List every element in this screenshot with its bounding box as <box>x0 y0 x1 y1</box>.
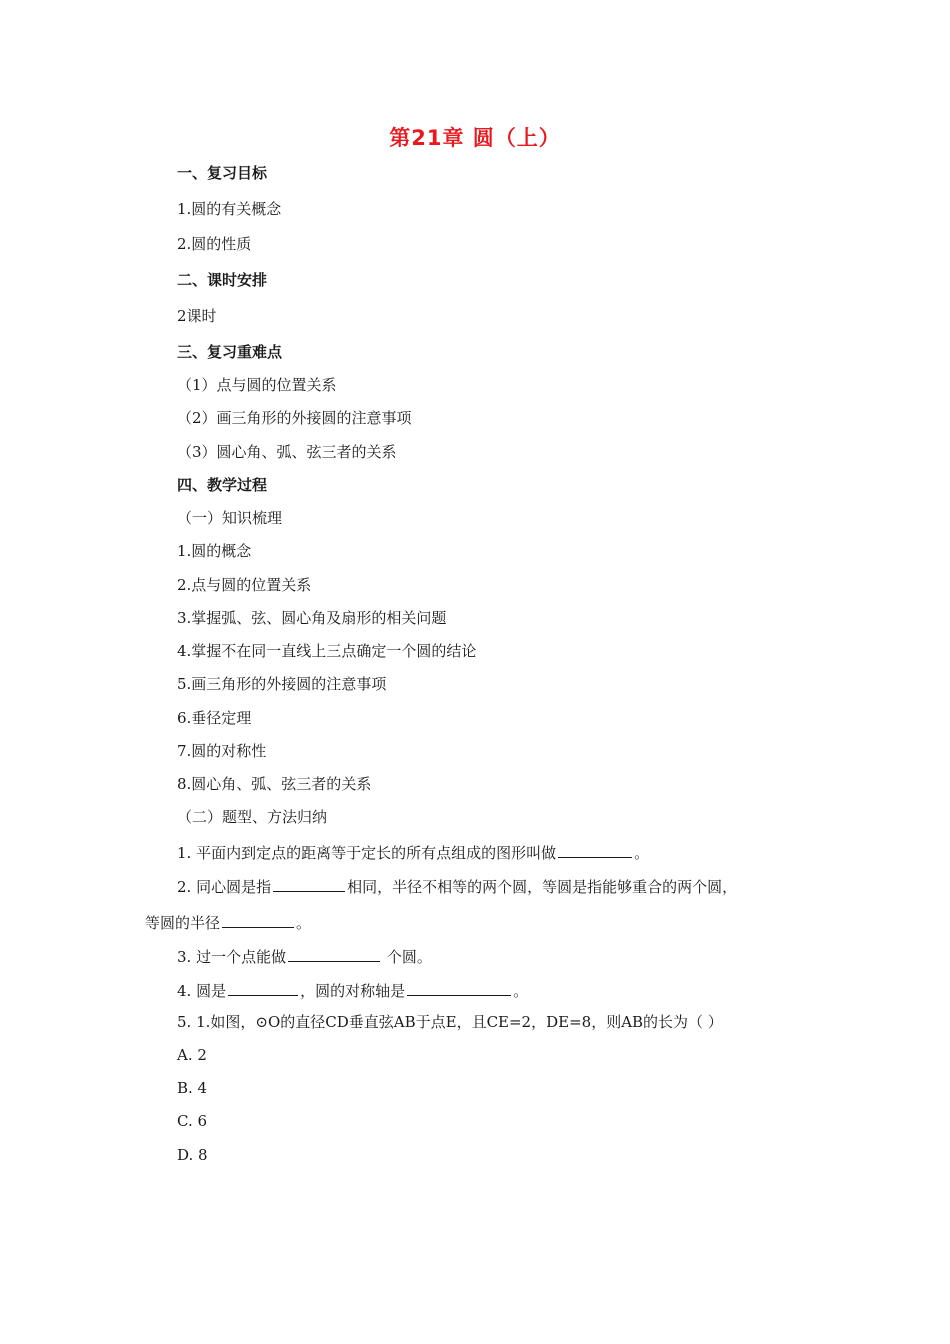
subsection-heading-knowledge: （一）知识梳理 <box>177 509 283 527</box>
question-5: 5. 1.如图，⊙O的直径CD垂直弦AB于点E，且CE=2，DE=8，则AB的长为（ ） <box>177 1013 723 1031</box>
answer-blank <box>288 945 380 962</box>
question-4-text-2: ，圆的对称轴是 <box>300 982 406 1000</box>
key-point-2: （2）画三角形的外接圆的注意事项 <box>177 409 412 427</box>
option-c: C. 6 <box>177 1112 208 1130</box>
option-a: A. 2 <box>177 1046 207 1064</box>
answer-blank <box>558 841 632 858</box>
goal-item-1: 1.圆的有关概念 <box>177 200 282 218</box>
question-2-text: 2. 同心圆是指 <box>177 878 272 896</box>
section-heading-teaching-process: 四、教学过程 <box>177 476 268 494</box>
question-3-end: 个圆。 <box>382 948 432 966</box>
knowledge-item-5: 5.画三角形的外接圆的注意事项 <box>177 675 387 693</box>
key-point-3: （3）圆心角、弧、弦三者的关系 <box>177 443 397 461</box>
question-2-line-2 <box>145 911 311 933</box>
question-4-end: 。 <box>513 982 529 1000</box>
question-3 <box>177 945 432 967</box>
question-2-end: 。 <box>296 914 312 932</box>
option-d: D. 8 <box>177 1146 208 1164</box>
knowledge-item-6: 6.垂径定理 <box>177 709 252 727</box>
question-4 <box>177 979 528 1001</box>
knowledge-item-4: 4.掌握不在同一直线上三点确定一个圆的结论 <box>177 642 477 660</box>
knowledge-item-7: 7.圆的对称性 <box>177 742 267 760</box>
section-heading-key-points: 三、复习重难点 <box>177 343 283 361</box>
answer-blank <box>222 911 294 928</box>
question-1-end: 。 <box>634 844 650 862</box>
question-1 <box>177 841 649 863</box>
knowledge-item-2: 2.点与圆的位置关系 <box>177 576 312 594</box>
key-point-1: （1）点与圆的位置关系 <box>177 376 337 394</box>
question-1-text: 1. 平面内到定点的距离等于定长的所有点组成的图形叫做 <box>177 844 557 862</box>
question-2-text-2: 等圆的半径 <box>145 914 221 932</box>
question-3-text: 3. 过一个点能做 <box>177 948 287 966</box>
knowledge-item-1: 1.圆的概念 <box>177 542 252 560</box>
knowledge-item-8: 8.圆心角、弧、弦三者的关系 <box>177 775 372 793</box>
document-title: 第21章 圆（上） <box>389 126 561 150</box>
option-b: B. 4 <box>177 1079 208 1097</box>
answer-blank <box>228 979 298 996</box>
knowledge-item-3: 3.掌握弧、弦、圆心角及扇形的相关问题 <box>177 609 447 627</box>
answer-blank <box>407 979 511 996</box>
question-4-text: 4. 圆是 <box>177 982 227 1000</box>
subsection-heading-methods: （二）题型、方法归纳 <box>177 808 328 826</box>
question-2 <box>177 875 737 897</box>
question-2-continued: 相同，半径不相等的两个圆，等圆是指能够重合的两个圆， <box>347 878 738 896</box>
answer-blank <box>273 875 345 892</box>
section-heading-schedule: 二、课时安排 <box>177 271 268 289</box>
goal-item-2: 2.圆的性质 <box>177 235 252 253</box>
section-heading-review-goals: 一、复习目标 <box>177 164 268 182</box>
schedule-text: 2课时 <box>177 307 217 325</box>
